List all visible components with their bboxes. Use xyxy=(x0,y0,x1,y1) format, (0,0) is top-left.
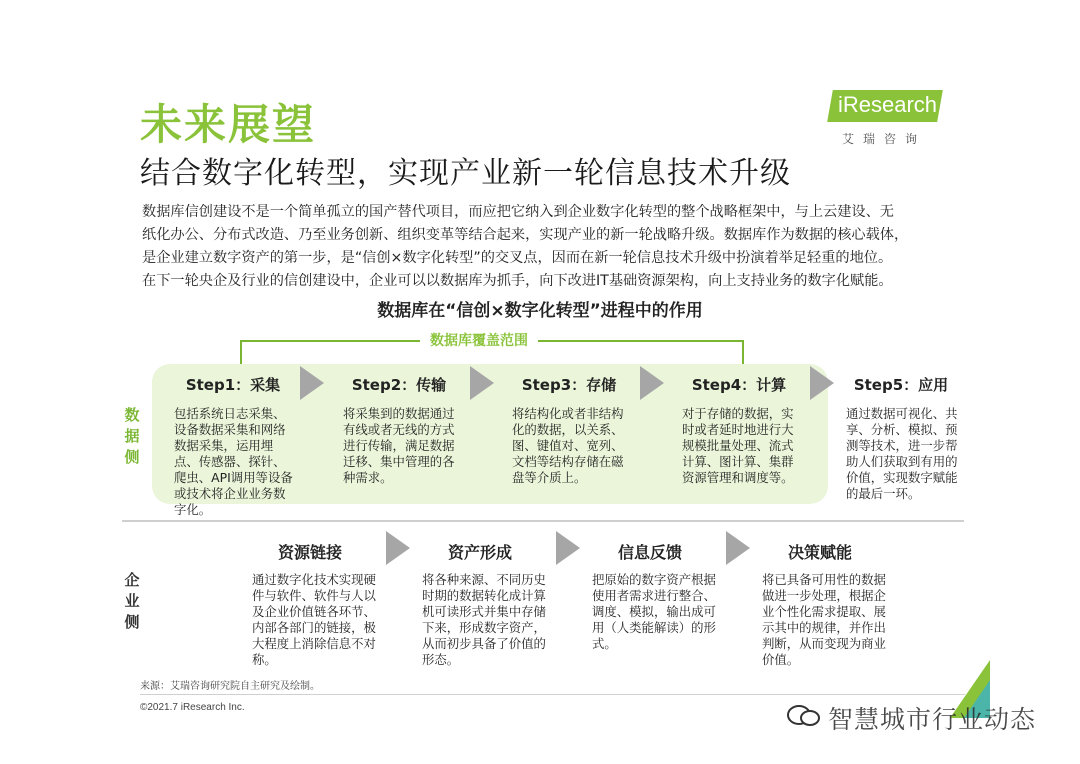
step1-desc: 包括系统日志采集、设备数据采集和网络数据采集，运用埋点、传感器、探针、爬虫、API调用等设备或技术将企业业务数字化。 xyxy=(174,406,293,517)
intro-paragraph xyxy=(142,201,972,293)
enterprise-step1-title: 资源链接 xyxy=(277,543,342,562)
enterprise-step1-desc: 通过数字化技术实现硬件与软件、软件与人以及企业价值链各环节、内部各部门的链接，极大程度上消除信息不对称。 xyxy=(252,572,376,667)
page-subtitle: 结合数字化转型，实现产业新一轮信息技术升级 xyxy=(140,156,791,191)
enterprise-step2-title: 资产形成 xyxy=(447,543,512,562)
enterprise-side-label: 企业侧 xyxy=(124,571,140,631)
step-arrow-icon xyxy=(556,531,580,565)
intro-line: 在下一轮央企及行业的信创建设中，企业可以以数据库为抓手，向下改进IT基础资源架构，向上支持业务的数字化赋能。 xyxy=(142,273,893,289)
logo-text: iResearch xyxy=(838,92,938,117)
diagram-title: 数据库在“信创×数字化转型”进程中的作用 xyxy=(377,301,703,321)
data-side-label: 数据侧 xyxy=(124,406,140,466)
enterprise-step3-desc: 把原始的数字资产根据使用者需求进行整合、调度、模拟，输出成可用（人类能解读）的形式。 xyxy=(592,572,716,651)
step-arrow-icon xyxy=(726,531,750,565)
intro-line: 数据库信创建设不是一个简单孤立的国产替代项目，而应把它纳入到企业数字化转型的整个战略框架中，与上云建设、无 xyxy=(142,204,894,220)
step2-title: Step2：传输 xyxy=(351,376,447,394)
step3-title: Step3：存储 xyxy=(521,376,617,394)
step1-title: Step1：采集 xyxy=(185,376,281,394)
step-arrow-icon xyxy=(386,531,410,565)
section-divider xyxy=(122,520,964,522)
intro-line: 纸化办公、分布式改造、乃至业务创新、组织变革等结合起来，实现产业的新一轮战略升级。数据库作为数据的核心载体， xyxy=(142,227,909,243)
enterprise-step3-title: 信息反馈 xyxy=(617,543,682,562)
step3-desc: 将结构化或者非结构化的数据，以关系、图、键值对、宽列、文档等结构存储在磁盘等介质上。 xyxy=(512,406,624,485)
coverage-label: 数据库覆盖范围 xyxy=(420,330,538,350)
footer-divider xyxy=(140,694,965,695)
step-arrow-icon xyxy=(470,366,494,400)
watermark-text: 智慧城市行业动态 xyxy=(828,705,1037,734)
step-arrow-icon xyxy=(300,366,324,400)
wechat-icon xyxy=(786,704,822,728)
source-note: 来源：艾瑞咨询研究院自主研究及绘制。 xyxy=(140,681,320,692)
page-title: 未来展望 xyxy=(140,100,317,149)
step5-title: Step5：应用 xyxy=(853,376,949,394)
step4-desc: 对于存储的数据，实时或者延时地进行大规模批量处理、流式计算、图计算、集群资源管理和调度等。 xyxy=(682,406,794,485)
logo-chinese-name: 艾瑞咨询 xyxy=(842,132,927,146)
copyright-text: ©2021.7 iResearch Inc. xyxy=(140,702,245,713)
iresearch-logo xyxy=(830,90,950,150)
step4-title: Step4：计算 xyxy=(691,376,787,394)
enterprise-step4-desc: 将已具备可用性的数据做进一步处理，根据企业个性化需求提取、展示其中的规律，并作出判断，从而变现为商业价值。 xyxy=(762,572,886,667)
step2-desc: 将采集到的数据通过有线或者无线的方式进行传输，满足数据迁移、集中管理的各种需求。 xyxy=(343,406,455,485)
enterprise-step4-title: 决策赋能 xyxy=(787,543,852,562)
intro-line: 是企业建立数字资产的第一步，是“信创×数字化转型”的交叉点，因而在新一轮信息技术升级中扮演着举足轻重的地位。 xyxy=(142,250,893,266)
enterprise-step2-desc: 将各种来源、不同历史时期的数据转化成计算机可读形式并集中存储下来，形成数字资产，从而初步具备了价值的形态。 xyxy=(422,572,546,667)
step5-desc: 通过数据可视化、共享、分析、模拟、预测等技术，进一步帮助人们获取到有用的价值，实现数字赋能的最后一环。 xyxy=(846,406,958,501)
step-arrow-icon xyxy=(640,366,664,400)
